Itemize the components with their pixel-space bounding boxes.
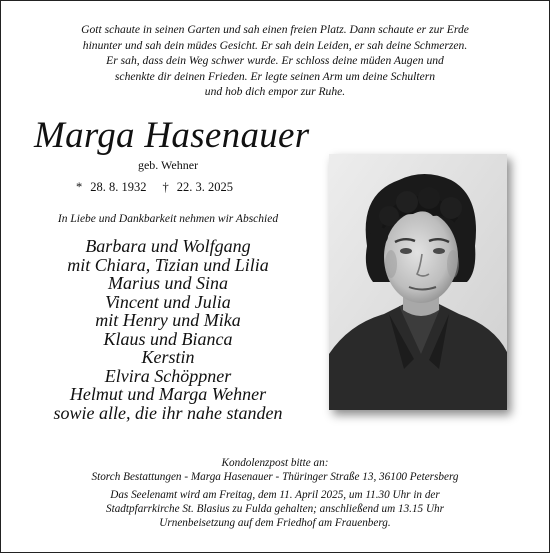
mourner-line: Kerstin xyxy=(141,347,195,367)
life-dates xyxy=(76,180,233,194)
mourner-line: Vincent und Julia xyxy=(105,291,231,312)
farewell-text: In Liebe und Dankbarkeit nehmen wir Abschied xyxy=(57,213,279,225)
death-date: 22. 3. 2025 xyxy=(176,180,233,194)
mourner-line: sowie alle, die ihr nahe standen xyxy=(53,402,283,423)
mourner-line: mit Henry und Mika xyxy=(95,310,241,330)
mourner-line: Helmut und Marga Wehner xyxy=(69,384,267,404)
poem xyxy=(20,22,530,100)
mourner-line: Barbara und Wolfgang xyxy=(85,236,251,256)
mourner-line: Klaus und Bianca xyxy=(103,328,233,349)
service-line: Stadtpfarrkirche St. Blasius zu Fulda gehalten; anschließend um 13.15 Uhr xyxy=(106,503,444,516)
mourner-line: Marius und Sina xyxy=(107,273,228,293)
service-line: Urnenbeisetzung auf dem Friedhof am Frauenberg. xyxy=(159,516,391,529)
mourner-line: mit Chiara, Tizian und Lilia xyxy=(67,254,269,275)
deceased-name: Marga Hasenauer xyxy=(34,115,310,156)
birth-date: 28. 8. 1932 xyxy=(90,180,147,194)
condolence-address: Storch Bestattungen - Marga Hasenauer - Thüringer Straße 13, 36100 Petersberg xyxy=(91,470,459,483)
birth-star-icon: * xyxy=(76,180,83,194)
mourner-line: Elvira Schöppner xyxy=(104,365,232,386)
poem-line: schenkte dir deinen Frieden. Er legte seinen Arm um deine Schultern xyxy=(114,69,436,83)
maiden-name: geb. Wehner xyxy=(137,158,199,172)
condolence-intro: Kondolenzpost bitte an: xyxy=(221,457,329,469)
poem-line: Er sah, dass dein Weg schwer wurde. Er schloss deine müden Augen und xyxy=(106,54,444,68)
footer-info xyxy=(20,457,530,531)
portrait-illustration xyxy=(329,154,507,410)
service-line: Das Seelenamt wird am Freitag, dem 11. April 2025, um 11.30 Uhr in der xyxy=(110,489,440,502)
portrait-photo xyxy=(329,154,507,410)
poem-line: und hob dich empor zur Ruhe. xyxy=(204,85,346,99)
death-cross-icon: † xyxy=(162,180,169,194)
poem-line: hinunter und sah dein müdes Gesicht. Er sah dein Leiden, er sah deine Schmerzen. xyxy=(82,38,468,52)
mourners-list xyxy=(20,237,316,422)
poem-line: Gott schaute in seinen Garten und sah einen freien Platz. Dann schaute er zur Erde xyxy=(81,23,469,36)
